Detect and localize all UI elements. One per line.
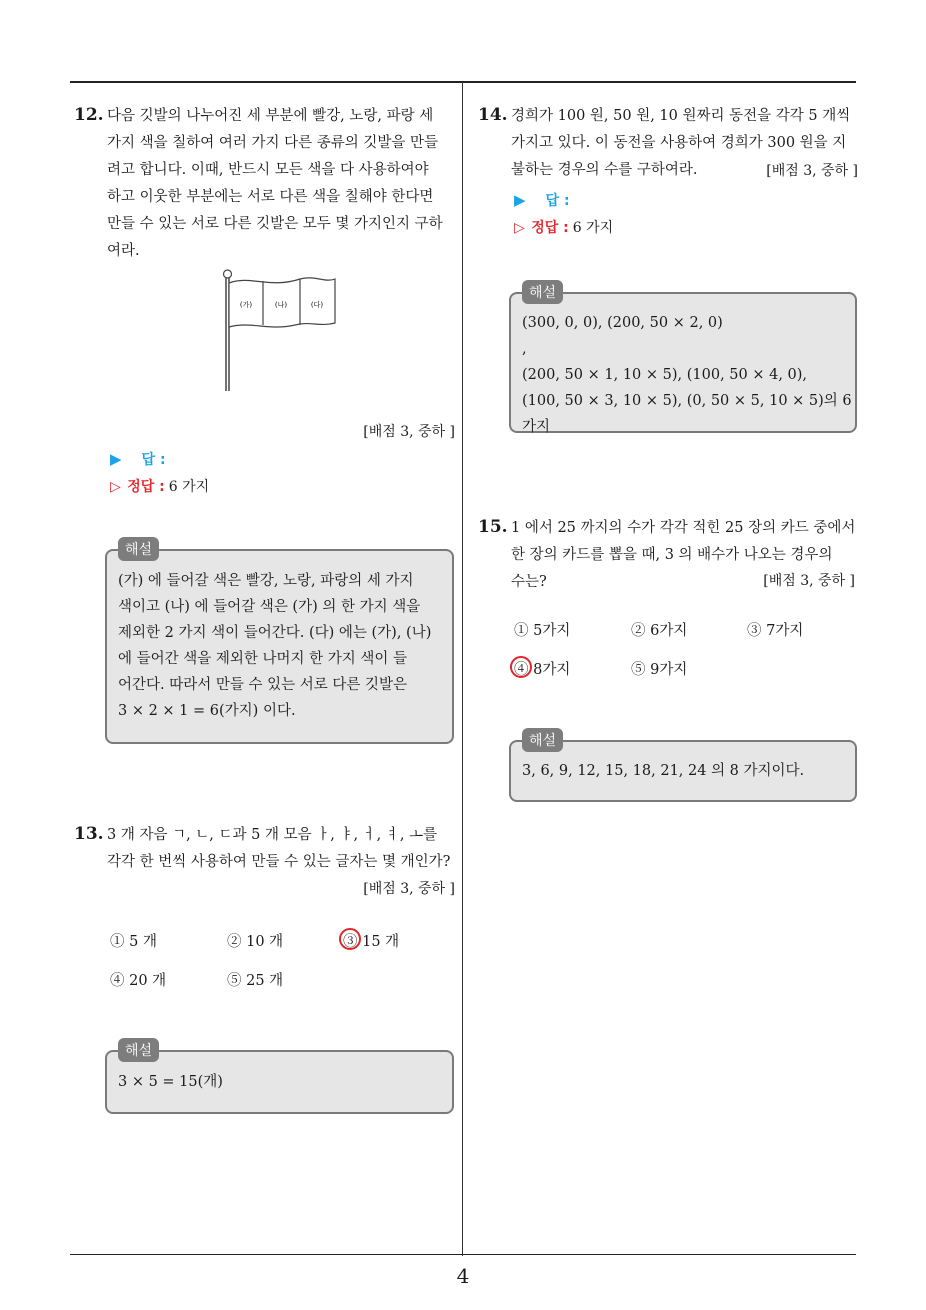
q13-choice-5[interactable]: ⑤ 25 개: [227, 973, 284, 989]
correct-label: 정답 :: [531, 220, 569, 236]
q12-line: 가지 색을 칠하여 여러 가지 다른 종류의 깃발을 만들: [107, 135, 439, 151]
flag-section-label: (다): [310, 301, 324, 309]
flag-pole-knob: [224, 270, 232, 278]
q12-line: 하고 이웃한 부분에는 서로 다른 색을 칠해야 한다면: [107, 189, 434, 205]
q15-explanation-tag: 해설: [522, 728, 563, 752]
q14-correct-line: [514, 217, 613, 237]
q15-choice-2[interactable]: ② 6가지: [631, 623, 688, 639]
explain-line: 에 들어간 색을 제외한 나머지 한 가지 색이 들: [118, 651, 407, 667]
flag-section-label: (가): [239, 301, 253, 309]
explain-line: 3, 6, 9, 12, 15, 18, 21, 24 의 8 가지이다.: [522, 763, 805, 779]
explain-line: 3 × 2 × 1 = 6(가지) 이다.: [118, 703, 296, 719]
q15-choice-5[interactable]: ⑤ 9가지: [631, 662, 688, 678]
q15-choice-3[interactable]: ③ 7가지: [747, 623, 804, 639]
top-rule: [70, 81, 856, 83]
q12-line: 려고 합니다. 이때, 반드시 모든 색을 다 사용하여야: [107, 162, 429, 178]
q13-meta: [배점 3, 중하 ]: [363, 881, 455, 897]
q13-explanation-text: [118, 1069, 448, 1095]
selected-answer-circle-icon: [339, 928, 361, 950]
question-13-text: [107, 822, 457, 876]
q14-meta: [배점 3, 중하 ]: [766, 163, 858, 179]
correct-value: 6 가지: [572, 220, 614, 236]
q14-explanation-tag: 해설: [522, 280, 563, 304]
explain-line: 제외한 2 가지 색이 들어간다. (다) 에는 (가), (나): [118, 625, 432, 641]
q15-line: 한 장의 카드를 뽑을 때, 3 의 배수가 나오는 경우의: [511, 547, 833, 563]
q12-line: 만들 수 있는 서로 다른 깃발은 모두 몇 가지인지 구하: [107, 216, 443, 232]
explain-line: 어간다. 따라서 만들 수 있는 서로 다른 깃발은: [118, 677, 407, 693]
q14-answer-line: [514, 190, 570, 210]
q14-explanation-text: [522, 310, 854, 440]
q12-correct-line: [110, 476, 209, 496]
q13-line: 3 개 자음 ㄱ, ㄴ, ㄷ과 5 개 모음 ㅏ, ㅑ, ㅓ, ㅕ, ㅗ를: [107, 827, 438, 843]
q12-explanation-tag: 해설: [118, 537, 159, 561]
explain-line: ,: [522, 341, 527, 357]
question-13-number: 13.: [74, 824, 104, 844]
q12-meta: [배점 3, 중하 ]: [363, 424, 455, 440]
q15-choice-1[interactable]: ① 5가지: [514, 623, 571, 639]
explain-line: 색이고 (나) 에 들어갈 색은 (가) 의 한 가지 색을: [118, 599, 421, 615]
explain-line: (300, 0, 0), (200, 50 × 2, 0): [522, 315, 723, 331]
question-12-number: 12.: [74, 105, 104, 125]
answer-marker-icon: ▶: [110, 450, 122, 468]
explain-line: (100, 50 × 3, 10 × 5), (0, 50 × 5, 10 × 5)의 6가지: [522, 393, 852, 435]
selected-answer-circle-icon: [510, 656, 532, 678]
q13-choice-3[interactable]: ③ 15 개: [343, 934, 400, 950]
q13-choice-1[interactable]: ① 5 개: [110, 934, 157, 950]
question-14-number: 14.: [478, 105, 508, 125]
q15-explanation-text: [522, 758, 854, 784]
answer-label: 답 :: [545, 193, 570, 209]
column-divider: [462, 82, 463, 1256]
q13-choice-4[interactable]: ④ 20 개: [110, 973, 167, 989]
q13-explanation-tag: 해설: [118, 1038, 159, 1062]
correct-marker-icon: ▷: [110, 479, 121, 495]
correct-marker-icon: ▷: [514, 220, 525, 236]
q14-line: 경희가 100 원, 50 원, 10 원짜리 동전을 각각 5 개씩: [511, 108, 851, 124]
q15-line: 수는?: [511, 574, 547, 590]
q13-choice-2[interactable]: ② 10 개: [227, 934, 284, 950]
answer-marker-icon: ▶: [514, 191, 526, 209]
q15-choice-4[interactable]: ④ 8가지: [514, 662, 571, 678]
q12-explanation-text: [118, 568, 448, 724]
q15-meta: [배점 3, 중하 ]: [763, 573, 855, 589]
q12-line: 다음 깃발의 나누어진 세 부분에 빨강, 노랑, 파랑 세: [107, 108, 434, 124]
flag-section-label: (나): [274, 301, 288, 309]
q14-line: 불하는 경우의 수를 구하여라.: [511, 162, 698, 178]
answer-label: 답 :: [141, 452, 166, 468]
page-number: 4: [456, 1264, 470, 1288]
q15-line: 1 에서 25 까지의 수가 각각 적힌 25 장의 카드 중에서: [511, 520, 856, 536]
explain-line: (가) 에 들어갈 색은 빨강, 노랑, 파랑의 세 가지: [118, 573, 414, 589]
correct-label: 정답 :: [127, 479, 165, 495]
flag-figure: [215, 265, 345, 395]
q12-answer-line: [110, 449, 166, 469]
question-15-number: 15.: [478, 517, 508, 537]
question-12-text: [107, 103, 455, 265]
bottom-rule: [70, 1254, 856, 1255]
correct-value: 6 가지: [168, 479, 210, 495]
explain-line: 3 × 5 = 15(개): [118, 1074, 223, 1090]
q14-line: 가지고 있다. 이 동전을 사용하여 경희가 300 원을 지: [511, 135, 847, 151]
q12-line: 여라.: [107, 243, 140, 259]
explain-line: (200, 50 × 1, 10 × 5), (100, 50 × 4, 0),: [522, 367, 808, 383]
q13-line: 각각 한 번씩 사용하여 만들 수 있는 글자는 몇 개인가?: [107, 854, 451, 870]
